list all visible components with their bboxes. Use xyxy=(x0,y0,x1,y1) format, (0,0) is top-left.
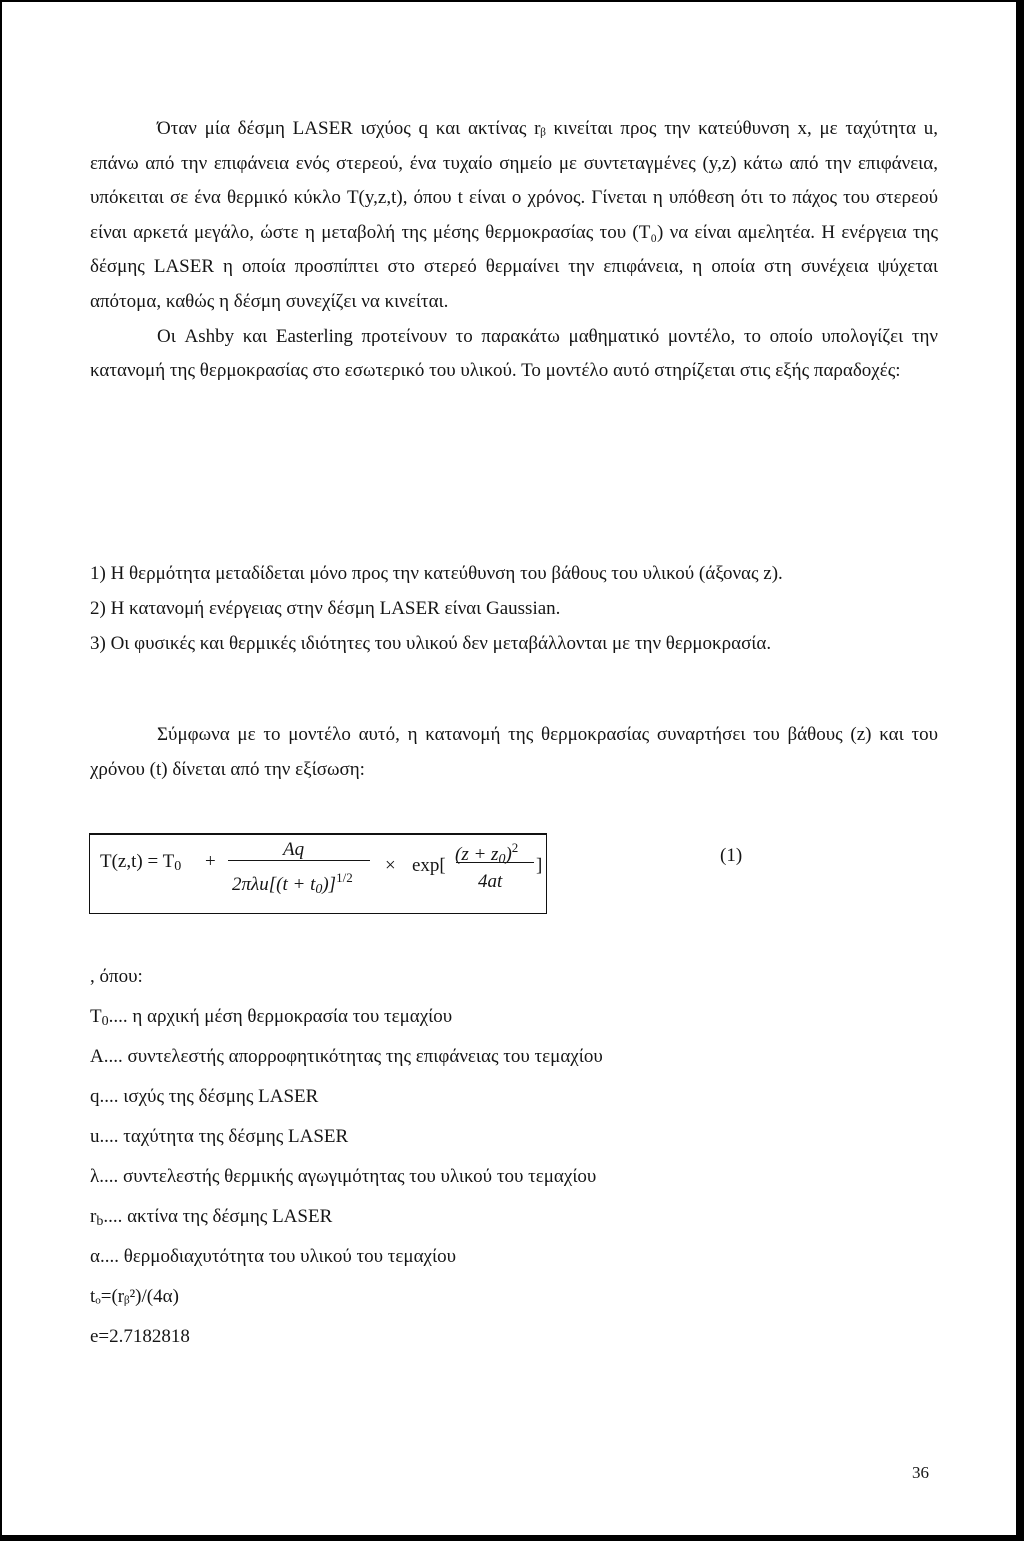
den1-sub: 0 xyxy=(315,882,323,897)
symbol-definitions xyxy=(90,1006,890,1366)
assumptions-list xyxy=(90,563,938,668)
assumption-item-1: 1) Η θερμότητα μεταδίδεται μόνο προς την κατεύθυνση του βάθους του υλικού (άξονας z). xyxy=(90,563,783,584)
equation-lhs xyxy=(100,852,181,877)
definition-row xyxy=(90,1206,890,1246)
body-paragraphs xyxy=(90,112,938,389)
definition-text: .... η αρχική μέση θερμοκρασία του τεμαχίου xyxy=(108,1006,453,1027)
definition-symbol-sub: b xyxy=(96,1214,104,1229)
equation-exp: exp[ xyxy=(412,855,446,876)
den1-b: )] xyxy=(322,874,337,895)
equation-times: × xyxy=(385,855,396,876)
paragraph-intro: Όταν μία δέσμη LASER ισχύος q και ακτίνας rᵦ κινείται προς την κατεύθυνση x, με ταχύτητα u, επάνω από την επιφάνεια ενός στερεού, ένα τυχαίο σημείο με συντεταγμένες (y,z) κάτω από την επιφάνεια, υπόκειται σε ένα θερμικό κύκλο T(y,z,t), όπου t είναι ο χρόνος. Γίνεται η υπόθεση ότι το πάχος του στερεού είναι αρκετά μεγάλο, ώστε η μεταβολή της μέσης θερμοκρασίας του (T₀) να είναι αμελητέα. Η ενέργεια της δέσμης LASER η οποία προσπίπτει στο στερεό θερμαίνει την επιφάνεια, η οποία στη συνέχεια ψύχεται απότομα, καθώς η δέσμη συνεχίζει να κινείται. xyxy=(90,118,938,312)
definition-row xyxy=(90,1126,890,1166)
definition-text: .... θερμοδιαχυτότητα του υλικού του τεμαχίου xyxy=(99,1246,456,1267)
definition-row xyxy=(90,1006,890,1046)
definition-text: .... συντελεστής απορροφητικότητας της επιφάνειας του τεμαχίου xyxy=(103,1046,603,1067)
definition-row xyxy=(90,1086,890,1126)
page-number: 36 xyxy=(912,1463,929,1482)
fraction-line-2 xyxy=(456,862,534,863)
paragraph-equation-intro: Σύμφωνα με το μοντέλο αυτό, η κατανομή της θερμοκρασίας συναρτήσει του βάθους (z) και του χρόνου (t) δίνεται από την εξίσωση: xyxy=(90,724,938,780)
definition-symbol: λ xyxy=(90,1166,100,1187)
definition-row xyxy=(90,1046,890,1086)
definition-row xyxy=(90,1246,890,1286)
definition-symbol: u xyxy=(90,1126,100,1147)
t0-definition: tₒ=(rᵦ²)/(4α) xyxy=(90,1286,179,1307)
equation-close-bracket: ] xyxy=(536,855,543,876)
den1-a: 2πλu[(t + t xyxy=(232,874,316,895)
definition-text: .... ταχύτητα της δέσμης LASER xyxy=(99,1126,349,1147)
definition-symbol: q xyxy=(90,1086,100,1107)
equation-number: (1) xyxy=(720,845,743,866)
where-label: , όπου: xyxy=(90,966,143,987)
assumption-item-3: 3) Οι φυσικές και θερμικές ιδιότητες του υλικού δεν μεταβάλλονται με την θερμοκρασία. xyxy=(90,633,772,654)
definition-symbol: r xyxy=(90,1206,97,1227)
equation-denominator-2: 4at xyxy=(478,871,503,892)
assumption-item-2: 2) Η κατανομή ενέργειας στην δέσμη LASER είναι Gaussian. xyxy=(90,598,561,619)
num2-a: (z + z xyxy=(455,844,499,865)
definition-text: .... συντελεστής θερμικής αγωγιμότητας του υλικού του τεμαχίου xyxy=(99,1166,597,1187)
fraction-line-1 xyxy=(228,860,370,861)
definition-symbol: T xyxy=(90,1006,102,1027)
equation-numerator-1: Aq xyxy=(283,839,305,860)
definition-text: .... ισχύς της δέσμης LASER xyxy=(99,1086,319,1107)
equation-plus: + xyxy=(205,851,216,872)
equation-numerator-2 xyxy=(455,838,518,870)
definition-text: .... ακτίνα της δέσμης LASER xyxy=(103,1206,333,1227)
equation-lhs-sub: 0 xyxy=(174,859,182,874)
den1-sup: 1/2 xyxy=(336,870,353,885)
definition-symbol: α xyxy=(90,1246,100,1267)
equation-lhs-text: T(z,t) = T xyxy=(100,851,175,872)
definition-symbol-sub: 0 xyxy=(101,1014,109,1029)
paragraph-model: Οι Ashby και Easterling προτείνουν το παρακάτω μαθηματικό μοντέλο, το οποίο υπολογίζει την κατανομή της θερμοκρασίας στο εσωτερικό του υλικού. Το μοντέλο αυτό στηρίζεται στις εξής παραδοχές: xyxy=(90,325,938,382)
num2-sub: 0 xyxy=(498,852,506,867)
e-definition: e=2.7182818 xyxy=(90,1326,190,1347)
num2-sup: 2 xyxy=(511,840,519,855)
definition-row xyxy=(90,1166,890,1206)
equation-intro xyxy=(90,718,938,787)
definition-symbol: A xyxy=(90,1046,104,1067)
num2-b: ) xyxy=(505,844,512,865)
equation-denominator-1 xyxy=(232,868,353,900)
